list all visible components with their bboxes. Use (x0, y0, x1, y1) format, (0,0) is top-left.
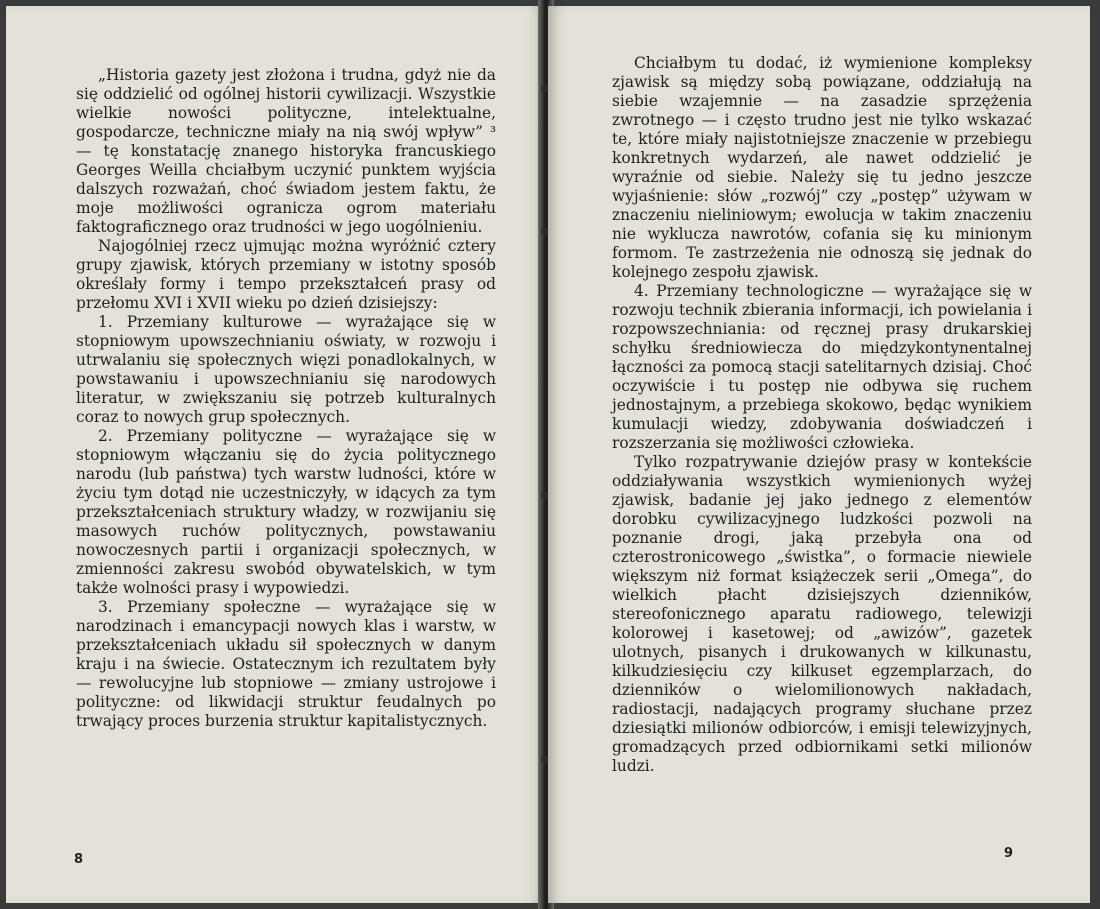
paragraph: Najogólniej rzecz ujmując można wyróżnić cztery grupy zjawisk, których przemiany w istotny sposób określały formy i tempo przekształceń prasy od przełomu XVI i XVII wieku po dzień dzisiejszy: (76, 237, 496, 312)
paragraph: „Historia gazety jest złożona i trudna, gdyż nie da się oddzielić od ogólnej historii cywilizacji. Wszystkie wielkie nowości polityczne, intelektualne, gospodarcze, techniczne miały na nią swój wpływ” ³ — tę konstatację znanego historyka francuskiego Georges Weilla chciałbym uczynić punktem wyjścia dalszych rozważań, choć świadom jestem faktu, że moje możliwości ogranicza ogrom materiału faktograficznego oraz trudności w jego uogólnieniu. (76, 66, 496, 236)
paragraph: Chciałbym tu dodać, iż wymienione kompleksy zjawisk są między sobą powiązane, oddziałują na siebie wzajemnie — na zasadzie sprzężenia zwrotnego — i często trudno jest nie tylko wskazać te, które miały najistotniejsze znaczenie w przebiegu konkretnych wydarzeń, ale nawet oddzielić je wyraźnie od siebie. Należy się tu jedno jeszcze wyjaśnienie: słów „rozwój” czy „postęp” używam w znaczeniu nieliniowym; ewolucja w takim znaczeniu nie wyklucza nawrotów, cofania się ku minionym formom. Te zastrzeżenia nie odnoszą się jednak do kolejnego zespołu zjawisk. (612, 54, 1032, 281)
left-page-text (76, 66, 496, 731)
paragraph: 4. Przemiany technologiczne — wyrażające się w rozwoju technik zbierania informacji, ich powielania i rozpowszechniania: od ręcznej prasy drukarskiej schyłku średniowiecza do międzykontynentalnej łączności za pomocą stacji satelitarnych dzisiaj. Choć oczywiście i tu postęp nie odbywa się ruchem jednostajnym, a przebiega skokowo, będąc wynikiem kumulacji wiedzy, zdobywania doświadczeń i rozszerzania się możliwości człowieka. (612, 282, 1032, 452)
left-page (6, 6, 544, 903)
paragraph: Tylko rozpatrywanie dziejów prasy w kontekście oddziaływania wszystkich wymienionych wyżej zjawisk, badanie jej jako jednego z elementów dorobku cywilizacyjnego ludzkości pozwoli na poznanie drogi, jaką przebyła ona od czterostronicowego „świstka”, o formacie niewiele większym niż format książeczek serii „Omega”, do wielkich płacht dzisiejszych dzienników, stereofonicznego aparatu radiowego, telewizji kolorowej i kasetowej; od „awizów”, gazetek ulotnych, pisanych i drukowanych w kilkunastu, kilkudziesięciu czy kilkuset egzemplarzach, do dzienników o wielomilionowych nakładach, radiostacji, nadających programy słuchane przez dziesiątki milionów odbiorców, i emisji telewizyjnych, gromadzących przed odbiornikami setki milionów ludzi. (612, 453, 1032, 775)
paragraph: 2. Przemiany polityczne — wyrażające się w stopniowym włączaniu się do życia politycznego narodu (lub państwa) tych warstw ludności, które w życiu tym dotąd nie uczestniczyły, w idących za tym przekształceniach struktury władzy, w rozwijaniu się masowych ruchów politycznych, powstawaniu nowoczesnych partii i organizacji społecznych, w zmienności zakresu swobód obywatelskich, w tym także wolności prasy i wypowiedzi. (76, 427, 496, 597)
page-number: 9 (1004, 846, 1014, 861)
right-page (548, 6, 1090, 903)
page-number: 8 (74, 852, 84, 867)
paragraph: 3. Przemiany społeczne — wyrażające się w narodzinach i emancypacji nowych klas i warstw, w przekształceniach układu sił społecznych w danym kraju i na świecie. Ostatecznym ich rezultatem były — rewolucyjne lub stopniowe — zmiany ustrojowe i polityczne: od likwidacji struktur feudalnych po trwający proces burzenia struktur kapitalistycznych. (76, 598, 496, 730)
right-page-text (612, 54, 1032, 776)
paragraph: 1. Przemiany kulturowe — wyrażające się w stopniowym upowszechnianiu oświaty, w rozwoju i utrwalaniu się społecznych więzi ponadlokalnych, w powstawaniu i upowszechnianiu się narodowych literatur, w zwiększaniu się potrzeb kulturalnych coraz to nowych grup społecznych. (76, 313, 496, 426)
